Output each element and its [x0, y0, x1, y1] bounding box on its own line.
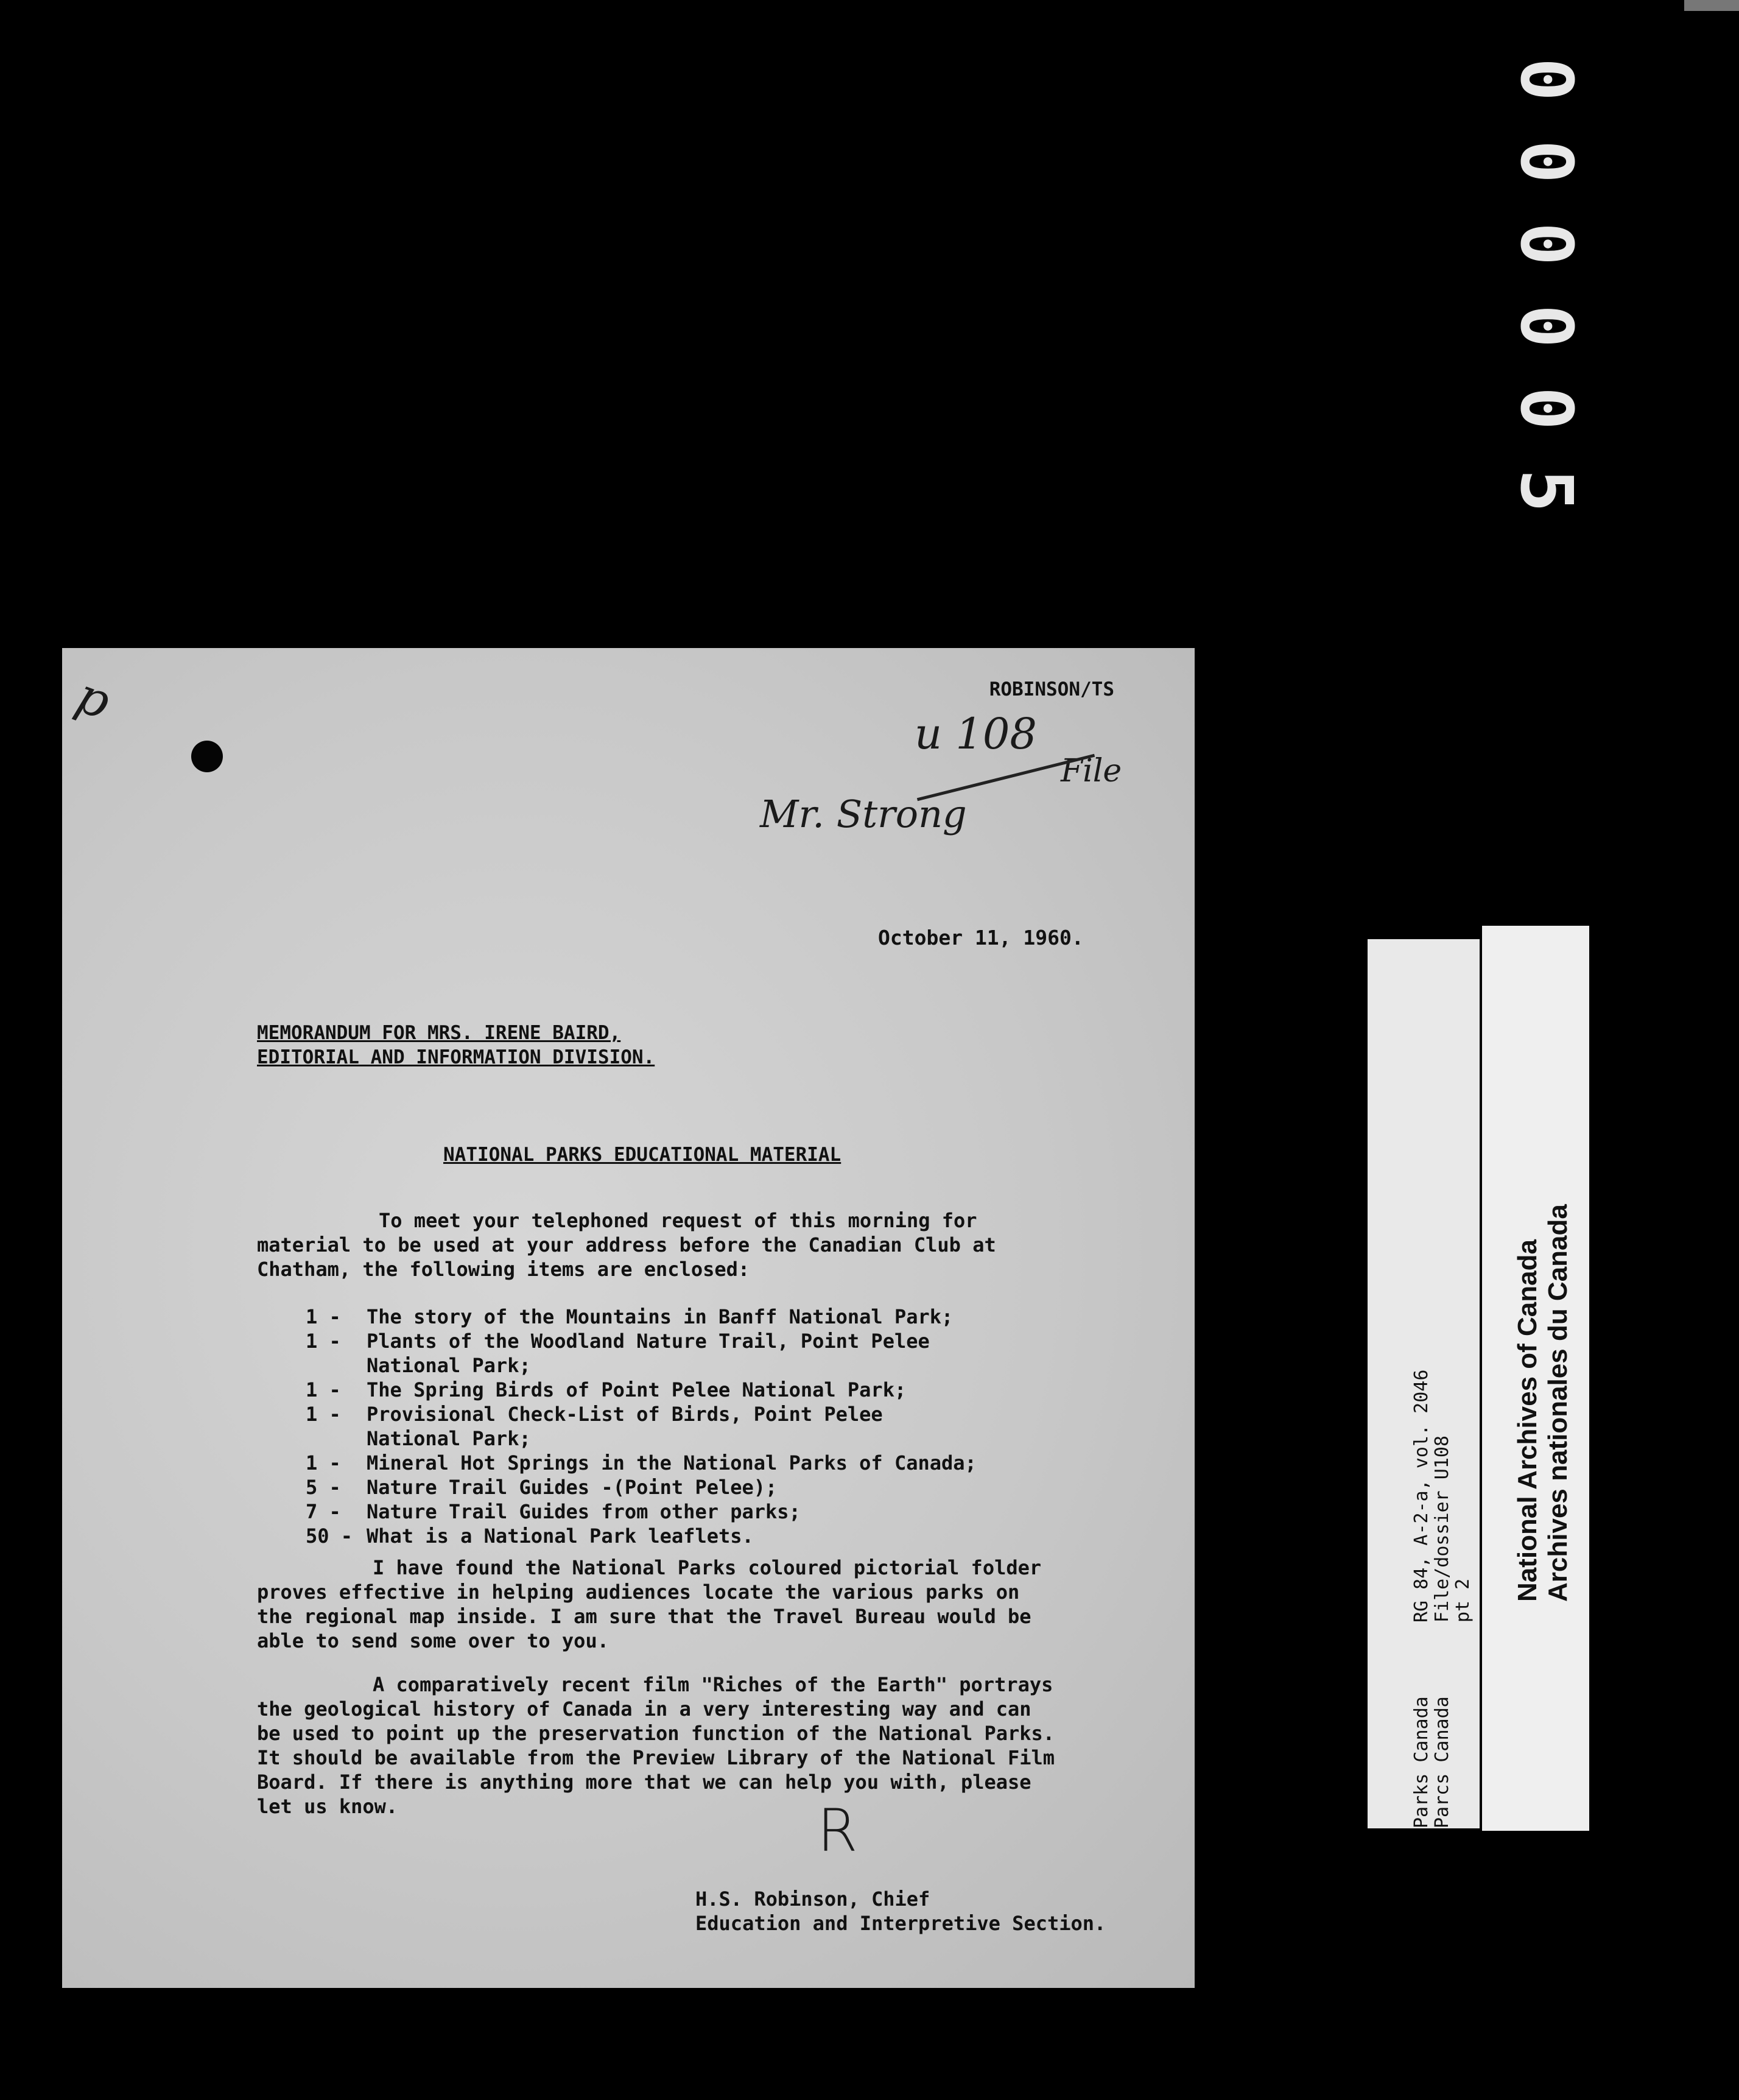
paragraph-line: Board. If there is anything more that we can help you with, please [257, 1771, 1031, 1794]
folder-paragraph [257, 1556, 1041, 1653]
handwritten-file-mark: File [1061, 753, 1122, 789]
archive-reference: RG 84, A-2-a, vol. 2046 File/dossier U108 pt 2 [1411, 1369, 1474, 1623]
enclosure-list [306, 1305, 977, 1548]
intro-paragraph [257, 1208, 996, 1281]
list-item: 1 - Mineral Hot Springs in the National Parks of Canada; [306, 1451, 977, 1475]
memo-page [62, 648, 1195, 1988]
list-item-continuation: National Park; [367, 1427, 531, 1450]
paragraph-line: I have found the National Parks coloured pictorial folder [373, 1556, 1042, 1579]
archive-label-reference-strip [1368, 939, 1480, 1828]
memo-recipient [257, 1021, 655, 1069]
film-edge-mark [1684, 0, 1739, 11]
list-item: 5 - Nature Trail Guides -(Point Pelee); [306, 1476, 778, 1499]
archive-institution: National Archives of Canada Archives nationales du Canada [1512, 1204, 1573, 1602]
paragraph-line: let us know. [257, 1795, 398, 1818]
margin-handwriting: p [69, 666, 118, 730]
paragraph-line: Chatham, the following items are enclosed: [257, 1258, 750, 1281]
archive-label [1368, 926, 1587, 1827]
signature-line: H.S. Robinson, Chief [695, 1887, 930, 1911]
paragraph-line: be used to point up the preservation function of the National Parks. [257, 1722, 1055, 1745]
list-item: 1 - The story of the Mountains in Banff National Park; [306, 1305, 954, 1328]
handwritten-file-number: u 108 [915, 709, 1037, 759]
list-item: 1 - Provisional Check-List of Birds, Point Pelee [306, 1403, 883, 1426]
paragraph-line: A comparatively recent film "Riches of the Earth" portrays [373, 1673, 1053, 1696]
microfilm-frame-number: 000005 [1505, 57, 1589, 552]
paragraph-line: the regional map inside. I am sure that the Travel Bureau would be [257, 1605, 1031, 1628]
list-item: 1 - Plants of the Woodland Nature Trail, Point Pelee [306, 1330, 930, 1353]
reference-initials: ROBINSON/TS [989, 678, 1114, 700]
list-item-continuation: National Park; [367, 1354, 531, 1377]
paragraph-line: the geological history of Canada in a very interesting way and can [257, 1697, 1031, 1721]
handwritten-initial: R [817, 1797, 858, 1865]
archive-agency: Parks Canada Parcs Canada [1411, 1696, 1453, 1828]
memo-subject: NATIONAL PARKS EDUCATIONAL MATERIAL [443, 1144, 841, 1166]
film-paragraph [257, 1672, 1055, 1819]
paragraph-line: able to send some over to you. [257, 1629, 609, 1652]
paragraph-line: It should be available from the Preview Library of the National Film [257, 1746, 1055, 1769]
recipient-line: MEMORANDUM FOR MRS. IRENE BAIRD, [257, 1022, 621, 1044]
paragraph-line: To meet your telephoned request of this morning for [379, 1209, 977, 1232]
signature-line: Education and Interpretive Section. [695, 1912, 1106, 1935]
list-item: 50 - What is a National Park leaflets. [306, 1524, 754, 1548]
list-item: 1 - The Spring Birds of Point Pelee National Park; [306, 1378, 907, 1401]
memo-date: October 11, 1960. [878, 926, 1084, 950]
paragraph-line: proves effective in helping audiences locate the various parks on [257, 1580, 1020, 1604]
paragraph-line: material to be used at your address before the Canadian Club at [257, 1233, 996, 1256]
recipient-line: EDITORIAL AND INFORMATION DIVISION. [257, 1046, 655, 1068]
handwritten-name: Mr. Strong [760, 792, 967, 836]
list-item: 7 - Nature Trail Guides from other parks; [306, 1500, 801, 1523]
signature-block [695, 1887, 1106, 1936]
punch-hole [191, 741, 223, 772]
